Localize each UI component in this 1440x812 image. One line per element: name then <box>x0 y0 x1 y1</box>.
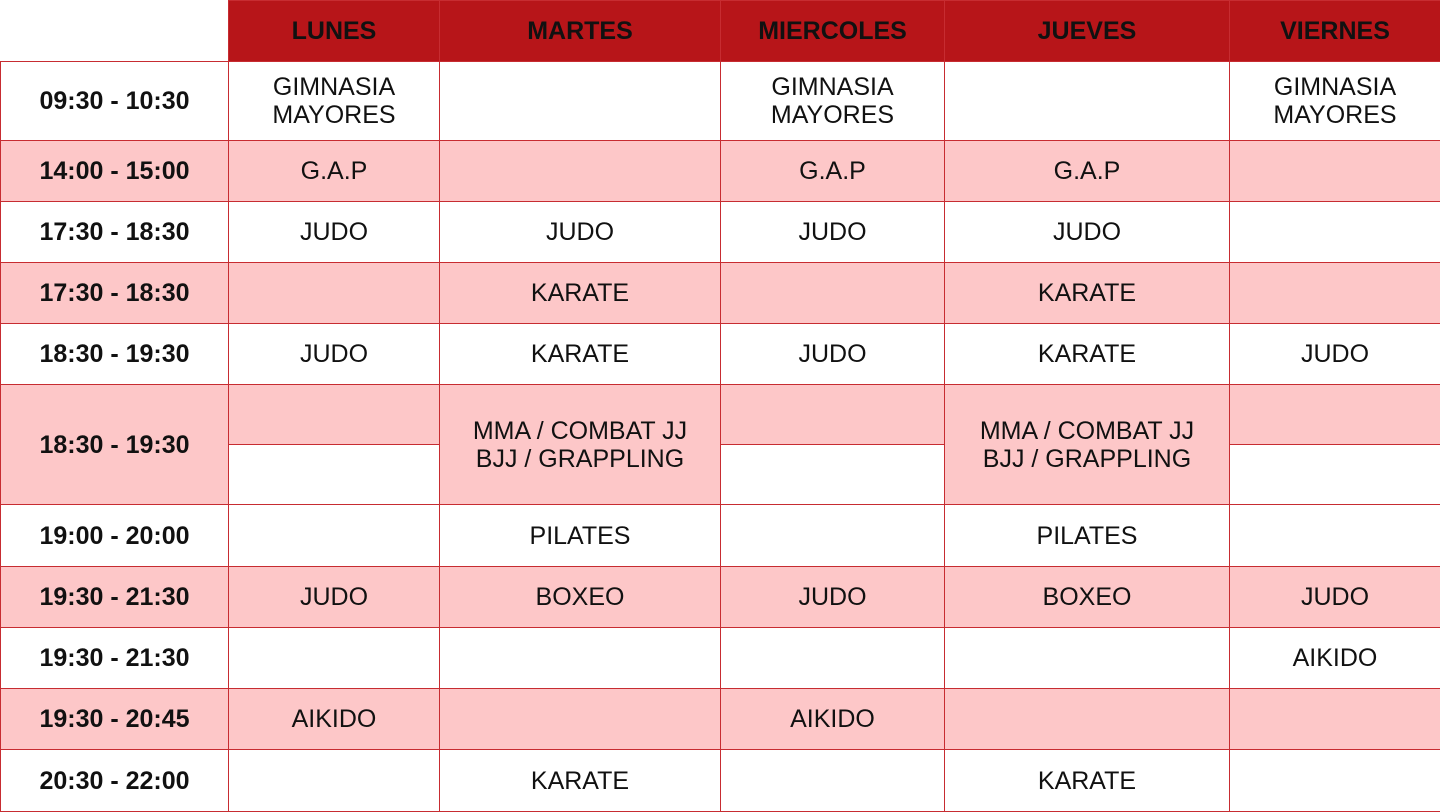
class-cell: GIMNASIA MAYORES <box>721 62 945 141</box>
class-cell <box>721 750 945 812</box>
class-cell: JUDO <box>721 567 945 628</box>
class-cell <box>229 750 440 812</box>
class-cell: MMA / COMBAT JJ BJJ / GRAPPLING <box>945 385 1230 505</box>
class-cell <box>1230 202 1440 263</box>
schedule-row <box>1 141 1440 202</box>
time-slot: 19:30 - 20:45 <box>1 689 229 750</box>
corner-cell <box>1 1 229 62</box>
day-header-viernes: VIERNES <box>1230 1 1440 62</box>
day-header-jueves: JUEVES <box>945 1 1230 62</box>
class-cell: JUDO <box>1230 324 1440 385</box>
class-cell: KARATE <box>440 324 721 385</box>
schedule-row <box>1 324 1440 385</box>
time-slot: 20:30 - 22:00 <box>1 750 229 812</box>
time-slot: 18:30 - 19:30 <box>1 324 229 385</box>
class-cell <box>1230 689 1440 750</box>
day-header-martes: MARTES <box>440 1 721 62</box>
class-cell <box>721 505 945 567</box>
class-cell <box>945 689 1230 750</box>
class-cell <box>440 628 721 689</box>
class-cell: JUDO <box>440 202 721 263</box>
schedule-row <box>1 628 1440 689</box>
day-header-lunes: LUNES <box>229 1 440 62</box>
class-cell <box>1230 750 1440 812</box>
class-cell: KARATE <box>440 263 721 324</box>
class-cell: GIMNASIA MAYORES <box>1230 62 1440 141</box>
class-cell <box>1230 505 1440 567</box>
time-slot: 19:30 - 21:30 <box>1 628 229 689</box>
header-row <box>1 1 1440 62</box>
class-cell <box>721 385 945 445</box>
empty-cell <box>721 445 945 505</box>
class-cell: JUDO <box>229 324 440 385</box>
class-cell <box>945 62 1230 141</box>
empty-cell <box>229 445 440 505</box>
schedule-row <box>1 750 1440 812</box>
class-cell: GIMNASIA MAYORES <box>229 62 440 141</box>
class-cell: AIKIDO <box>1230 628 1440 689</box>
time-slot: 18:30 - 19:30 <box>1 385 229 505</box>
class-cell: KARATE <box>945 263 1230 324</box>
time-slot: 19:30 - 21:30 <box>1 567 229 628</box>
class-cell: JUDO <box>945 202 1230 263</box>
schedule-row <box>1 263 1440 324</box>
day-header-miercoles: MIERCOLES <box>721 1 945 62</box>
class-cell <box>229 263 440 324</box>
class-cell <box>721 263 945 324</box>
class-cell: PILATES <box>440 505 721 567</box>
schedule-row <box>1 567 1440 628</box>
class-cell: JUDO <box>229 567 440 628</box>
class-cell: BOXEO <box>945 567 1230 628</box>
class-cell: G.A.P <box>721 141 945 202</box>
class-cell <box>440 62 721 141</box>
class-cell <box>1230 263 1440 324</box>
class-cell: PILATES <box>945 505 1230 567</box>
time-slot: 17:30 - 18:30 <box>1 263 229 324</box>
class-cell: KARATE <box>945 324 1230 385</box>
class-cell <box>1230 385 1440 445</box>
class-cell: JUDO <box>721 324 945 385</box>
class-cell <box>440 689 721 750</box>
schedule-row <box>1 505 1440 567</box>
class-cell: MMA / COMBAT JJ BJJ / GRAPPLING <box>440 385 721 505</box>
class-cell: BOXEO <box>440 567 721 628</box>
class-cell <box>229 385 440 445</box>
class-cell: JUDO <box>721 202 945 263</box>
time-slot: 19:00 - 20:00 <box>1 505 229 567</box>
class-cell: G.A.P <box>945 141 1230 202</box>
class-cell: JUDO <box>1230 567 1440 628</box>
class-cell: KARATE <box>945 750 1230 812</box>
schedule-row <box>1 62 1440 141</box>
class-cell: JUDO <box>229 202 440 263</box>
class-cell <box>229 505 440 567</box>
class-cell: AIKIDO <box>229 689 440 750</box>
class-cell <box>721 628 945 689</box>
time-slot: 09:30 - 10:30 <box>1 62 229 141</box>
class-cell: KARATE <box>440 750 721 812</box>
class-cell <box>1230 141 1440 202</box>
time-slot: 14:00 - 15:00 <box>1 141 229 202</box>
schedule-row <box>1 385 1440 445</box>
class-cell: AIKIDO <box>721 689 945 750</box>
time-slot: 17:30 - 18:30 <box>1 202 229 263</box>
schedule-row <box>1 202 1440 263</box>
class-cell <box>229 628 440 689</box>
class-cell <box>945 628 1230 689</box>
schedule-row <box>1 689 1440 750</box>
class-cell <box>440 141 721 202</box>
class-cell: G.A.P <box>229 141 440 202</box>
empty-cell <box>1230 445 1440 505</box>
